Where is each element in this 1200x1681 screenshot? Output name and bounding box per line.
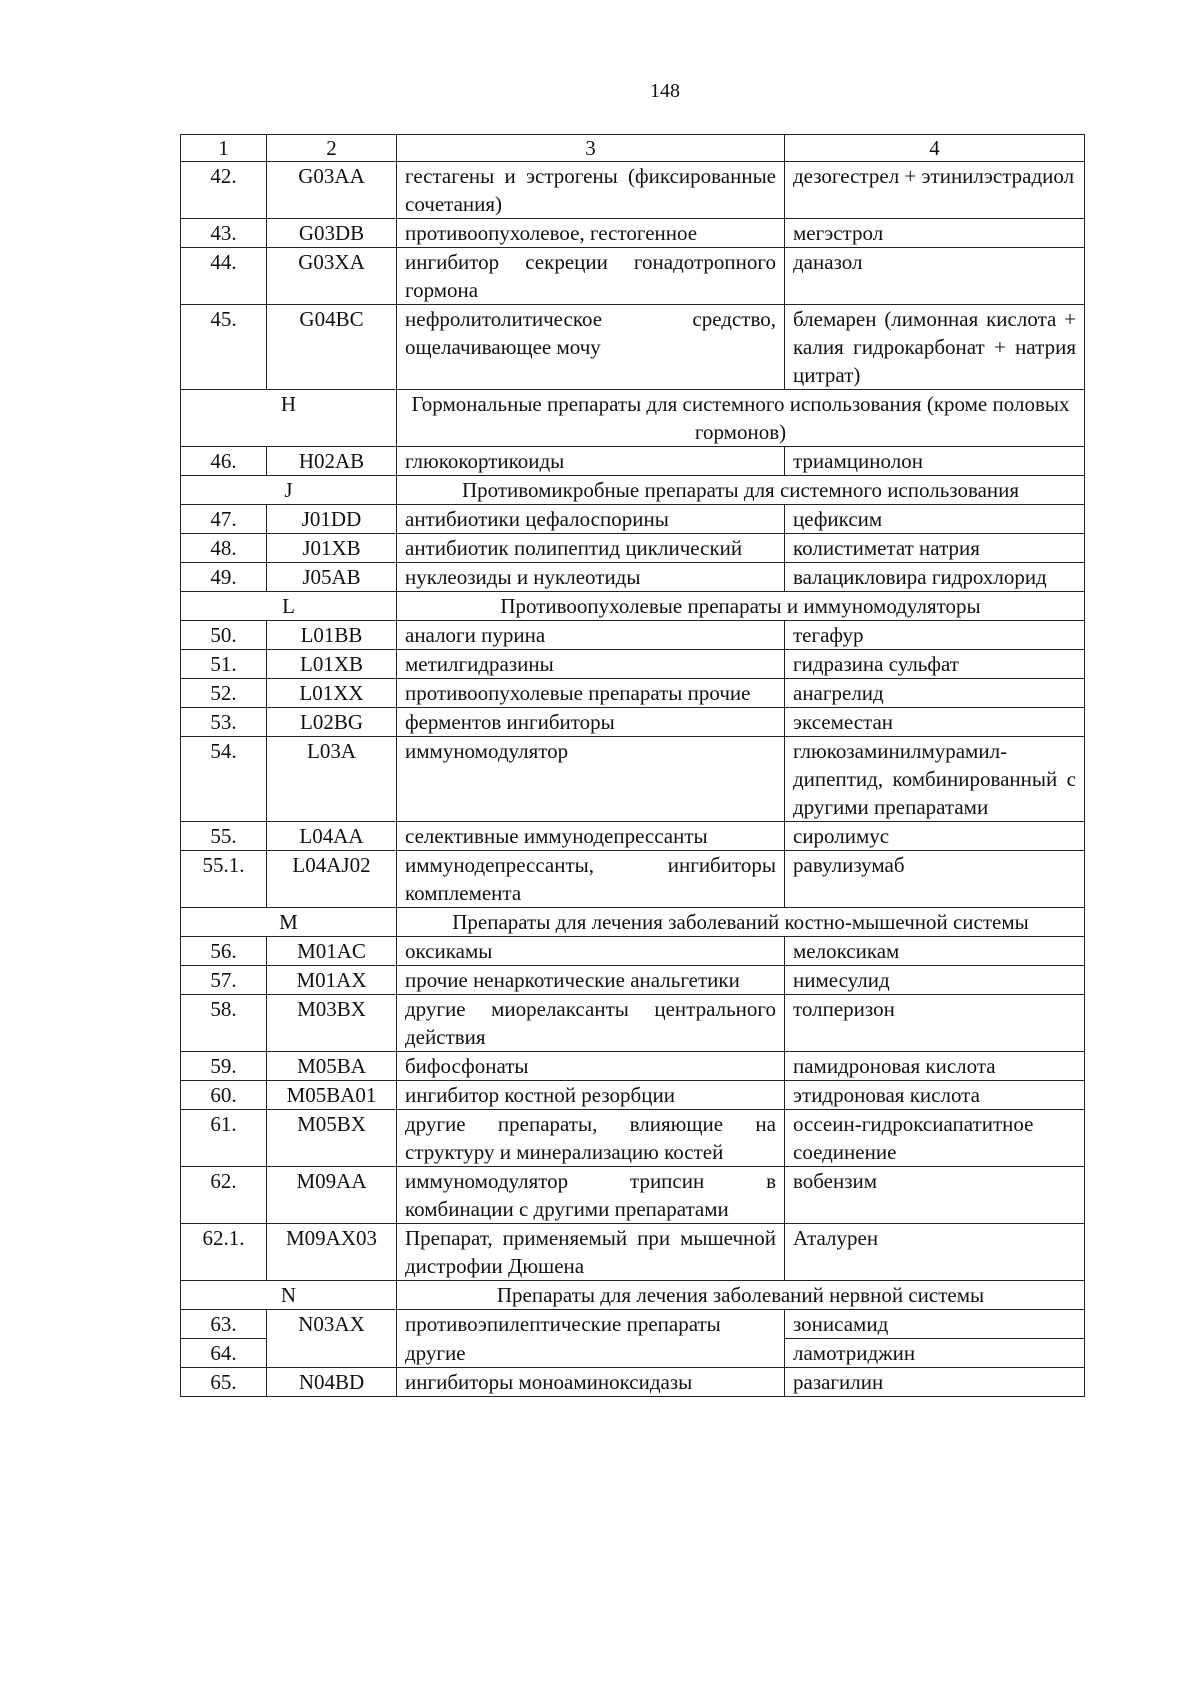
row-number: 55. (181, 822, 267, 851)
atc-code: M03BX (267, 995, 397, 1052)
table-row (181, 679, 1085, 708)
atc-code: L03A (267, 737, 397, 822)
pharmacological-group: ингибитор секреции гонадотропного гормона (397, 248, 785, 305)
atc-code: L04AA (267, 822, 397, 851)
section-row (181, 908, 1085, 937)
drug-name: Аталурен (785, 1224, 1085, 1281)
pharmacological-group: селективные иммунодепрессанты (397, 822, 785, 851)
row-number: 58. (181, 995, 267, 1052)
pharmacological-group: антибиотик полипептид циклический (397, 534, 785, 563)
row-number: 57. (181, 966, 267, 995)
table-row (181, 1052, 1085, 1081)
table-row (181, 248, 1085, 305)
header-col-4: 4 (785, 135, 1085, 162)
atc-code: M05BA01 (267, 1081, 397, 1110)
pharmacological-group: иммуномодулятор трипсин в комбинации с другими препаратами (397, 1167, 785, 1224)
row-number: 60. (181, 1081, 267, 1110)
drug-name: вобензим (785, 1167, 1085, 1224)
table-row (181, 737, 1085, 822)
atc-code: L01BB (267, 621, 397, 650)
atc-code: L01XB (267, 650, 397, 679)
atc-code: N03AX (267, 1310, 397, 1339)
row-number: 61. (181, 1110, 267, 1167)
table-row (181, 1310, 1085, 1339)
atc-code: H02AB (267, 447, 397, 476)
atc-code: L01XX (267, 679, 397, 708)
pharmacological-group: гестагены и эстрогены (фиксированные сочетания) (397, 162, 785, 219)
drug-name: глюкозаминилмурамил-дипептид, комбинированный с другими препаратами (785, 737, 1085, 822)
row-number: 51. (181, 650, 267, 679)
drug-name: анагрелид (785, 679, 1085, 708)
section-title: Препараты для лечения заболеваний нервной системы (397, 1281, 1085, 1310)
section-title: Гормональные препараты для системного использования (кроме половых гормонов) (397, 390, 1085, 447)
pharmacological-group: ферментов ингибиторы (397, 708, 785, 737)
atc-code: G03XA (267, 248, 397, 305)
drug-name: валацикловира гидрохлорид (785, 563, 1085, 592)
row-number: 59. (181, 1052, 267, 1081)
row-number: 63. (181, 1310, 267, 1339)
header-col-2: 2 (267, 135, 397, 162)
drug-name: тегафур (785, 621, 1085, 650)
section-letter: L (181, 592, 397, 621)
drug-name: цефиксим (785, 505, 1085, 534)
table-row (181, 1368, 1085, 1397)
pharmacological-group: глюкокортикоиды (397, 447, 785, 476)
row-number: 46. (181, 447, 267, 476)
pharmacological-group: Препарат, применяемый при мышечной дистрофии Дюшена (397, 1224, 785, 1281)
header-col-1: 1 (181, 135, 267, 162)
pharmacological-group: противоопухолевое, гестогенное (397, 219, 785, 248)
section-title: Противоопухолевые препараты и иммуномодуляторы (397, 592, 1085, 621)
atc-code: J01XB (267, 534, 397, 563)
table-row (181, 621, 1085, 650)
pharmacological-group: бифосфонаты (397, 1052, 785, 1081)
table-row (181, 966, 1085, 995)
atc-code: N04BD (267, 1368, 397, 1397)
table-row (181, 1110, 1085, 1167)
drug-name: сиролимус (785, 822, 1085, 851)
atc-code: L04AJ02 (267, 851, 397, 908)
table-row (181, 447, 1085, 476)
table-row (181, 305, 1085, 390)
row-number: 43. (181, 219, 267, 248)
pharmacological-group: другие препараты, влияющие на структуру и минерализацию костей (397, 1110, 785, 1167)
table-row (181, 534, 1085, 563)
atc-code: G03AA (267, 162, 397, 219)
section-letter: N (181, 1281, 397, 1310)
drug-name: мегэстрол (785, 219, 1085, 248)
row-number: 64. (181, 1339, 267, 1368)
atc-code: M09AX03 (267, 1224, 397, 1281)
section-row (181, 1281, 1085, 1310)
pharmacological-group: метилгидразины (397, 650, 785, 679)
atc-code: L02BG (267, 708, 397, 737)
drug-table (180, 134, 1085, 1397)
section-title: Препараты для лечения заболеваний костно-мышечной системы (397, 908, 1085, 937)
drug-name: триамцинолон (785, 447, 1085, 476)
row-number: 52. (181, 679, 267, 708)
section-letter: M (181, 908, 397, 937)
pharmacological-group: другие миорелаксанты центрального действия (397, 995, 785, 1052)
atc-code: G04BC (267, 305, 397, 390)
row-number: 50. (181, 621, 267, 650)
pharmacological-group: иммуномодулятор (397, 737, 785, 822)
section-row (181, 592, 1085, 621)
drug-name: нимесулид (785, 966, 1085, 995)
row-number: 54. (181, 737, 267, 822)
atc-code: G03DB (267, 219, 397, 248)
table-row (181, 1339, 1085, 1368)
row-number: 49. (181, 563, 267, 592)
drug-name: мелоксикам (785, 937, 1085, 966)
table-row (181, 1224, 1085, 1281)
drug-name: равулизумаб (785, 851, 1085, 908)
drug-name: памидроновая кислота (785, 1052, 1085, 1081)
pharmacological-group: иммунодепрессанты, ингибиторы комплемента (397, 851, 785, 908)
atc-code: J01DD (267, 505, 397, 534)
pharmacological-group: прочие ненаркотические анальгетики (397, 966, 785, 995)
pharmacological-group: другие (397, 1339, 785, 1368)
drug-name: гидразина сульфат (785, 650, 1085, 679)
section-row (181, 476, 1085, 505)
atc-code: M05BX (267, 1110, 397, 1167)
row-number: 56. (181, 937, 267, 966)
atc-code (267, 1339, 397, 1368)
table-row (181, 1081, 1085, 1110)
pharmacological-group: оксикамы (397, 937, 785, 966)
atc-code: M05BA (267, 1052, 397, 1081)
table-header-row (181, 135, 1085, 162)
table-row (181, 650, 1085, 679)
drug-name: эксеместан (785, 708, 1085, 737)
table-row (181, 1167, 1085, 1224)
table-row (181, 995, 1085, 1052)
row-number: 45. (181, 305, 267, 390)
drug-name: разагилин (785, 1368, 1085, 1397)
atc-code: M01AX (267, 966, 397, 995)
table-row (181, 219, 1085, 248)
section-row (181, 390, 1085, 447)
table-row (181, 822, 1085, 851)
section-letter: H (181, 390, 397, 447)
atc-code: J05AB (267, 563, 397, 592)
row-number: 53. (181, 708, 267, 737)
pharmacological-group: аналоги пурина (397, 621, 785, 650)
row-number: 44. (181, 248, 267, 305)
row-number: 62. (181, 1167, 267, 1224)
pharmacological-group: ингибитор костной резорбции (397, 1081, 785, 1110)
row-number: 62.1. (181, 1224, 267, 1281)
drug-name: этидроновая кислота (785, 1081, 1085, 1110)
table-row (181, 708, 1085, 737)
drug-name: ламотриджин (785, 1339, 1085, 1368)
table-row (181, 563, 1085, 592)
row-number: 42. (181, 162, 267, 219)
pharmacological-group: нуклеозиды и нуклеотиды (397, 563, 785, 592)
drug-name: даназол (785, 248, 1085, 305)
table-row (181, 505, 1085, 534)
drug-name: толперизон (785, 995, 1085, 1052)
drug-name: блемарен (лимонная кислота + калия гидрокарбонат + натрия цитрат) (785, 305, 1085, 390)
atc-code: M01AC (267, 937, 397, 966)
section-letter: J (181, 476, 397, 505)
row-number: 65. (181, 1368, 267, 1397)
pharmacological-group: ингибиторы моноаминоксидазы (397, 1368, 785, 1397)
pharmacological-group: нефролитолитическое средство, ощелачивающее мочу (397, 305, 785, 390)
row-number: 55.1. (181, 851, 267, 908)
table-row (181, 162, 1085, 219)
table-row (181, 851, 1085, 908)
row-number: 47. (181, 505, 267, 534)
drug-name: зонисамид (785, 1310, 1085, 1339)
table-row (181, 937, 1085, 966)
row-number: 48. (181, 534, 267, 563)
pharmacological-group: антибиотики цефалоспорины (397, 505, 785, 534)
page-number: 148 (650, 80, 680, 102)
header-col-3: 3 (397, 135, 785, 162)
pharmacological-group: противоэпилептические препараты (397, 1310, 785, 1339)
drug-name: дезогестрел + этинилэстрадиол (785, 162, 1085, 219)
section-title: Противомикробные препараты для системного использования (397, 476, 1085, 505)
drug-name: оссеин-гидроксиапатитное соединение (785, 1110, 1085, 1167)
pharmacological-group: противоопухолевые препараты прочие (397, 679, 785, 708)
drug-name: колистиметат натрия (785, 534, 1085, 563)
atc-code: M09AA (267, 1167, 397, 1224)
